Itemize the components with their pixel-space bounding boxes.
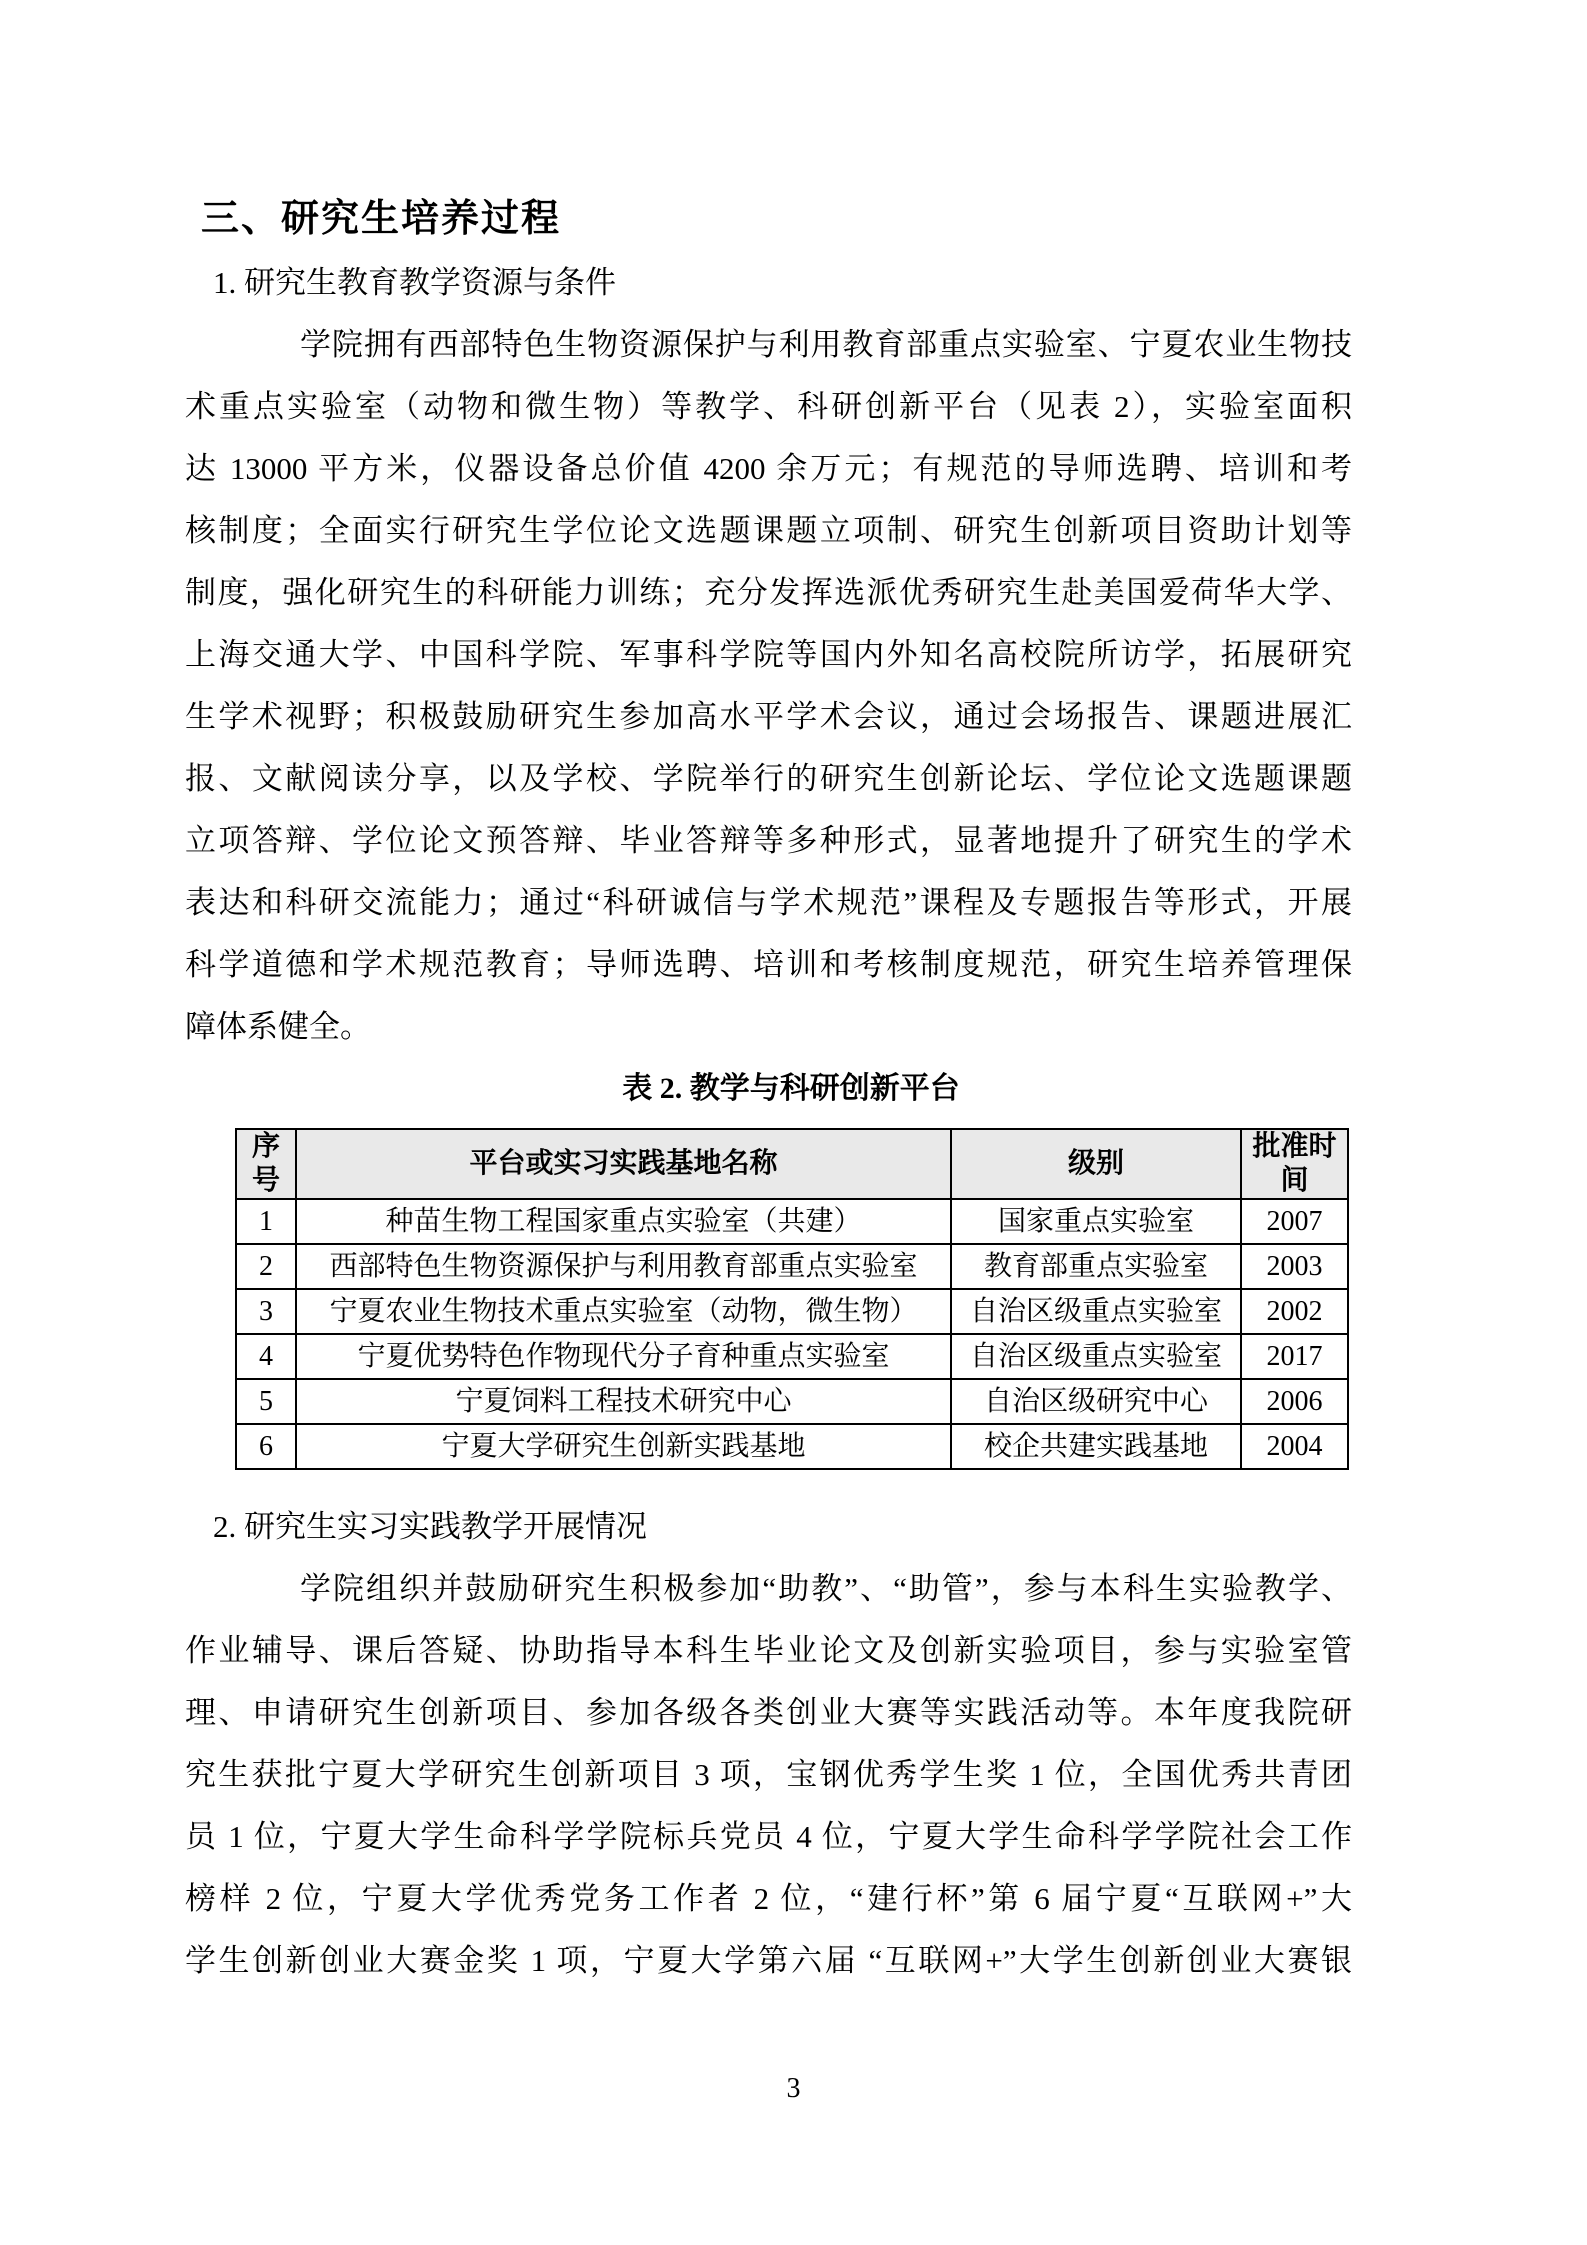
paragraph-line: 达 13000 平方米，仪器设备总价值 4200 余万元；有规范的导师选聘、培训和考 — [185, 451, 1352, 486]
cell-year: 2017 — [1241, 1334, 1348, 1379]
paragraph-line: 榜样 2 位，宁夏大学优秀党务工作者 2 位，“建行杯”第 6 届宁夏“互联网+”大 — [185, 1881, 1352, 1916]
table-row — [236, 1334, 1348, 1379]
paragraph-line: 术重点实验室（动物和微生物）等教学、科研创新平台（见表 2），实验室面积 — [185, 389, 1352, 424]
paragraph-1 — [185, 314, 1352, 1058]
cell-year: 2004 — [1241, 1424, 1348, 1469]
cell-platform-name: 西部特色生物资源保护与利用教育部重点实验室 — [296, 1244, 951, 1289]
platforms-table — [235, 1128, 1349, 1470]
paragraph-2 — [185, 1558, 1352, 1992]
cell-index: 6 — [236, 1424, 296, 1469]
table-body — [236, 1199, 1348, 1469]
cell-platform-name: 宁夏大学研究生创新实践基地 — [296, 1424, 951, 1469]
paragraph-line: 员 1 位，宁夏大学生命科学学院标兵党员 4 位，宁夏大学生命科学学院社会工作 — [185, 1819, 1352, 1854]
paragraph-line: 究生获批宁夏大学研究生创新项目 3 项，宝钢优秀学生奖 1 位，全国优秀共青团 — [185, 1757, 1352, 1792]
cell-level: 校企共建实践基地 — [951, 1424, 1241, 1469]
cell-level: 国家重点实验室 — [951, 1199, 1241, 1244]
cell-year: 2007 — [1241, 1199, 1348, 1244]
cell-platform-name: 种苗生物工程国家重点实验室（共建） — [296, 1199, 951, 1244]
paragraph-line: 表达和科研交流能力；通过“科研诚信与学术规范”课程及专题报告等形式，开展 — [185, 885, 1352, 920]
cell-index: 4 — [236, 1334, 296, 1379]
col-header-level: 级别 — [951, 1129, 1241, 1199]
paragraph-line: 核制度；全面实行研究生学位论文选题课题立项制、研究生创新项目资助计划等 — [185, 513, 1352, 548]
cell-platform-name: 宁夏优势特色作物现代分子育种重点实验室 — [296, 1334, 951, 1379]
paragraph-line: 立项答辩、学位论文预答辩、毕业答辩等多种形式，显著地提升了研究生的学术 — [185, 823, 1352, 858]
paragraph-line: 上海交通大学、中国科学院、军事科学院等国内外知名高校院所访学，拓展研究 — [185, 637, 1352, 672]
table-row — [236, 1289, 1348, 1334]
cell-year: 2002 — [1241, 1289, 1348, 1334]
section-2-title: 2. 研究生实习实践教学开展情况 — [213, 1509, 647, 1544]
col-header-approval-time: 批准时间 — [1241, 1129, 1348, 1199]
table-row — [236, 1199, 1348, 1244]
paragraph-line: 学生创新创业大赛金奖 1 项，宁夏大学第六届 “互联网+”大学生创新创业大赛银 — [185, 1943, 1352, 1978]
cell-level: 自治区级重点实验室 — [951, 1289, 1241, 1334]
page-number: 3 — [786, 2073, 801, 2104]
paragraph-line: 报、文献阅读分享，以及学校、学院举行的研究生创新论坛、学位论文选题课题 — [185, 761, 1352, 796]
cell-level: 教育部重点实验室 — [951, 1244, 1241, 1289]
cell-level: 自治区级研究中心 — [951, 1379, 1241, 1424]
paragraph-line: 学院组织并鼓励研究生积极参加“助教”、“助管”，参与本科生实验教学、 — [300, 1571, 1352, 1606]
cell-platform-name: 宁夏农业生物技术重点实验室（动物，微生物） — [296, 1289, 951, 1334]
paragraph-line: 作业辅导、课后答疑、协助指导本科生毕业论文及创新实验项目，参与实验室管 — [185, 1633, 1352, 1668]
col-header-index: 序号 — [236, 1129, 296, 1199]
cell-index: 5 — [236, 1379, 296, 1424]
doc-heading: 三、研究生培养过程 — [201, 198, 562, 240]
cell-index: 1 — [236, 1199, 296, 1244]
section-1-title: 1. 研究生教育教学资源与条件 — [213, 265, 616, 300]
table-row — [236, 1424, 1348, 1469]
paragraph-line: 生学术视野；积极鼓励研究生参加高水平学术会议，通过会场报告、课题进展汇 — [185, 699, 1352, 734]
table-header-row — [236, 1129, 1348, 1199]
paragraph-line: 科学道德和学术规范教育；导师选聘、培训和考核制度规范，研究生培养管理保 — [185, 947, 1352, 982]
paragraph-line: 障体系健全。 — [185, 1009, 371, 1044]
col-header-platform-name: 平台或实习实践基地名称 — [296, 1129, 951, 1199]
table-row — [236, 1244, 1348, 1289]
paragraph-line: 学院拥有西部特色生物资源保护与利用教育部重点实验室、宁夏农业生物技 — [300, 327, 1352, 362]
cell-index: 3 — [236, 1289, 296, 1334]
cell-year: 2006 — [1241, 1379, 1348, 1424]
table-caption: 表 2. 教学与科研创新平台 — [622, 1072, 960, 1105]
table-row — [236, 1379, 1348, 1424]
cell-index: 2 — [236, 1244, 296, 1289]
cell-platform-name: 宁夏饲料工程技术研究中心 — [296, 1379, 951, 1424]
table-header — [236, 1129, 1348, 1199]
cell-level: 自治区级重点实验室 — [951, 1334, 1241, 1379]
paragraph-line: 制度，强化研究生的科研能力训练；充分发挥选派优秀研究生赴美国爱荷华大学、 — [185, 575, 1352, 610]
cell-year: 2003 — [1241, 1244, 1348, 1289]
paragraph-line: 理、申请研究生创新项目、参加各级各类创业大赛等实践活动等。本年度我院研 — [185, 1695, 1352, 1730]
